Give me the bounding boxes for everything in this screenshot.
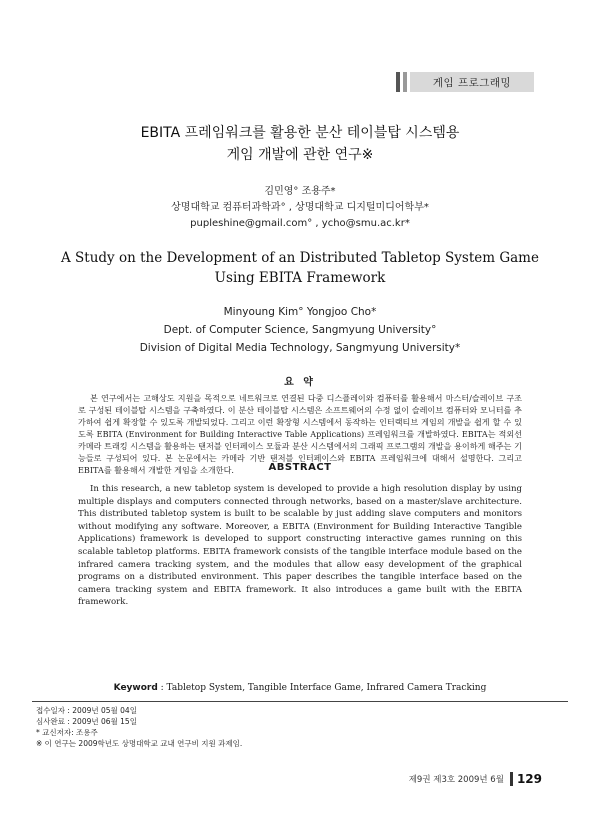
section-tag [396,72,534,92]
english-author-affiliation1: Dept. of Computer Science, Sangmyung University° [163,324,437,336]
footnote-divider [32,701,568,702]
page-number: 129 [516,772,542,786]
korean-title-line1: EBITA 프레임워크를 활용한 분산 테이블탑 시스템용 [140,125,460,141]
korean-abstract-text: 본 연구에서는 고해상도 지원을 목적으로 네트워크로 연결된 다중 디스플레이와 컴퓨터를 활용해서 마스터/슬레이브 구조로 구성된 테이블탑 시스템을 구축하였다. 이 분산 테이블탑 시스템은 소프트웨어의 수정 없이 슬레이브 컴퓨터와 모니터를 추가하여 쉽게 확장할 수 있도록 개발되었다. 그리고 이런 확장형 시스템에서 동작하는 인터랙티브 게임의 개발을 쉽게 할 수 있도록 EBITA (Environment for Building Interactive Table Applications) 프레임워크를 개발하였다. EBITA는 적외선 카메라 트래킹 시스템을 활용하는 탠저블 인터페이스 모듈과 분산 시스템에서의 그래픽 프로그램의 개발을 용이하게 해주는 기능들로 구성되어 있다. 본 논문에서는 카메라 기반 탠저블 인터페이스와 EBITA 프레임워크에 대해서 설명한다. 그리고 EBITA를 활용해서 개발한 게임을 소개한다. [78,393,522,475]
korean-abstract-heading: 요 약 [284,377,316,388]
tag-bar-dark [396,72,400,92]
footer-divider-bar [510,772,513,786]
korean-title-line2: 게임 개발에 관한 연구※ [226,147,374,163]
section-tag-label: 게임 프로그래밍 [410,72,534,92]
english-abstract-heading: ABSTRACT [268,462,332,473]
footnote-corresponding-author: * 교신저자: 조용주 [36,728,98,737]
english-author-affiliation2: Division of Digital Media Technology, Sangmyung University* [139,342,461,354]
korean-authors [0,184,600,232]
english-title [0,248,600,288]
keyword-line [78,683,522,693]
keyword-text: : Tabletop System, Tangible Interface Game, Infrared Camera Tracking [157,683,487,693]
footnotes [36,705,242,749]
keyword-label: Keyword [113,683,158,693]
page-footer [409,772,542,786]
korean-author-names: 김민영° 조용주* [264,186,336,197]
english-title-line1: A Study on the Development of an Distributed Tabletop System Game [61,250,539,266]
english-abstract-text: In this research, a new tabletop system is developed to provide a high resolution display by using multiple displays and computers connected through networks, based on a master/slave architecture. This distributed tabletop system is built to be scalable by just adding slave computers and monitors without modifying any software. Moreover, a EBITA (Environment for Building Interactive Tangible Applications) framework is developed to support constructing interactive games running on this scalable tabletop platforms. EBITA framework consists of the tangible interface module based on the infrared camera tracking system, and the modules that allow easy development of the graphical programs on a distributed environment. This paper describes the tangible interface based on the camera tracking system and EBITA framework. It also introduces a game built with the EBITA framework. [78,484,522,608]
tag-bar-light [403,72,407,92]
korean-title [0,122,600,166]
footnote-reviewed: 심사완료 : 2009년 06월 15일 [36,717,137,726]
footnote-received: 접수일자 : 2009년 05월 04일 [36,706,137,715]
footer-journal-issue: 제9권 제3호 2009년 6월 [408,775,504,785]
korean-author-emails: pupleshine@gmail.com° , ycho@smu.ac.kr* [190,218,410,229]
footnote-funding: ※ 이 연구는 2009학년도 상명대학교 교내 연구비 지원 과제임. [36,739,243,748]
english-author-names: Minyoung Kim° Yongjoo Cho* [223,306,377,318]
english-authors [0,303,600,357]
english-title-line2: Using EBITA Framework [214,270,386,286]
korean-author-affiliations: 상명대학교 컴퓨터과학과° , 상명대학교 디지털미디어학부* [171,202,429,213]
